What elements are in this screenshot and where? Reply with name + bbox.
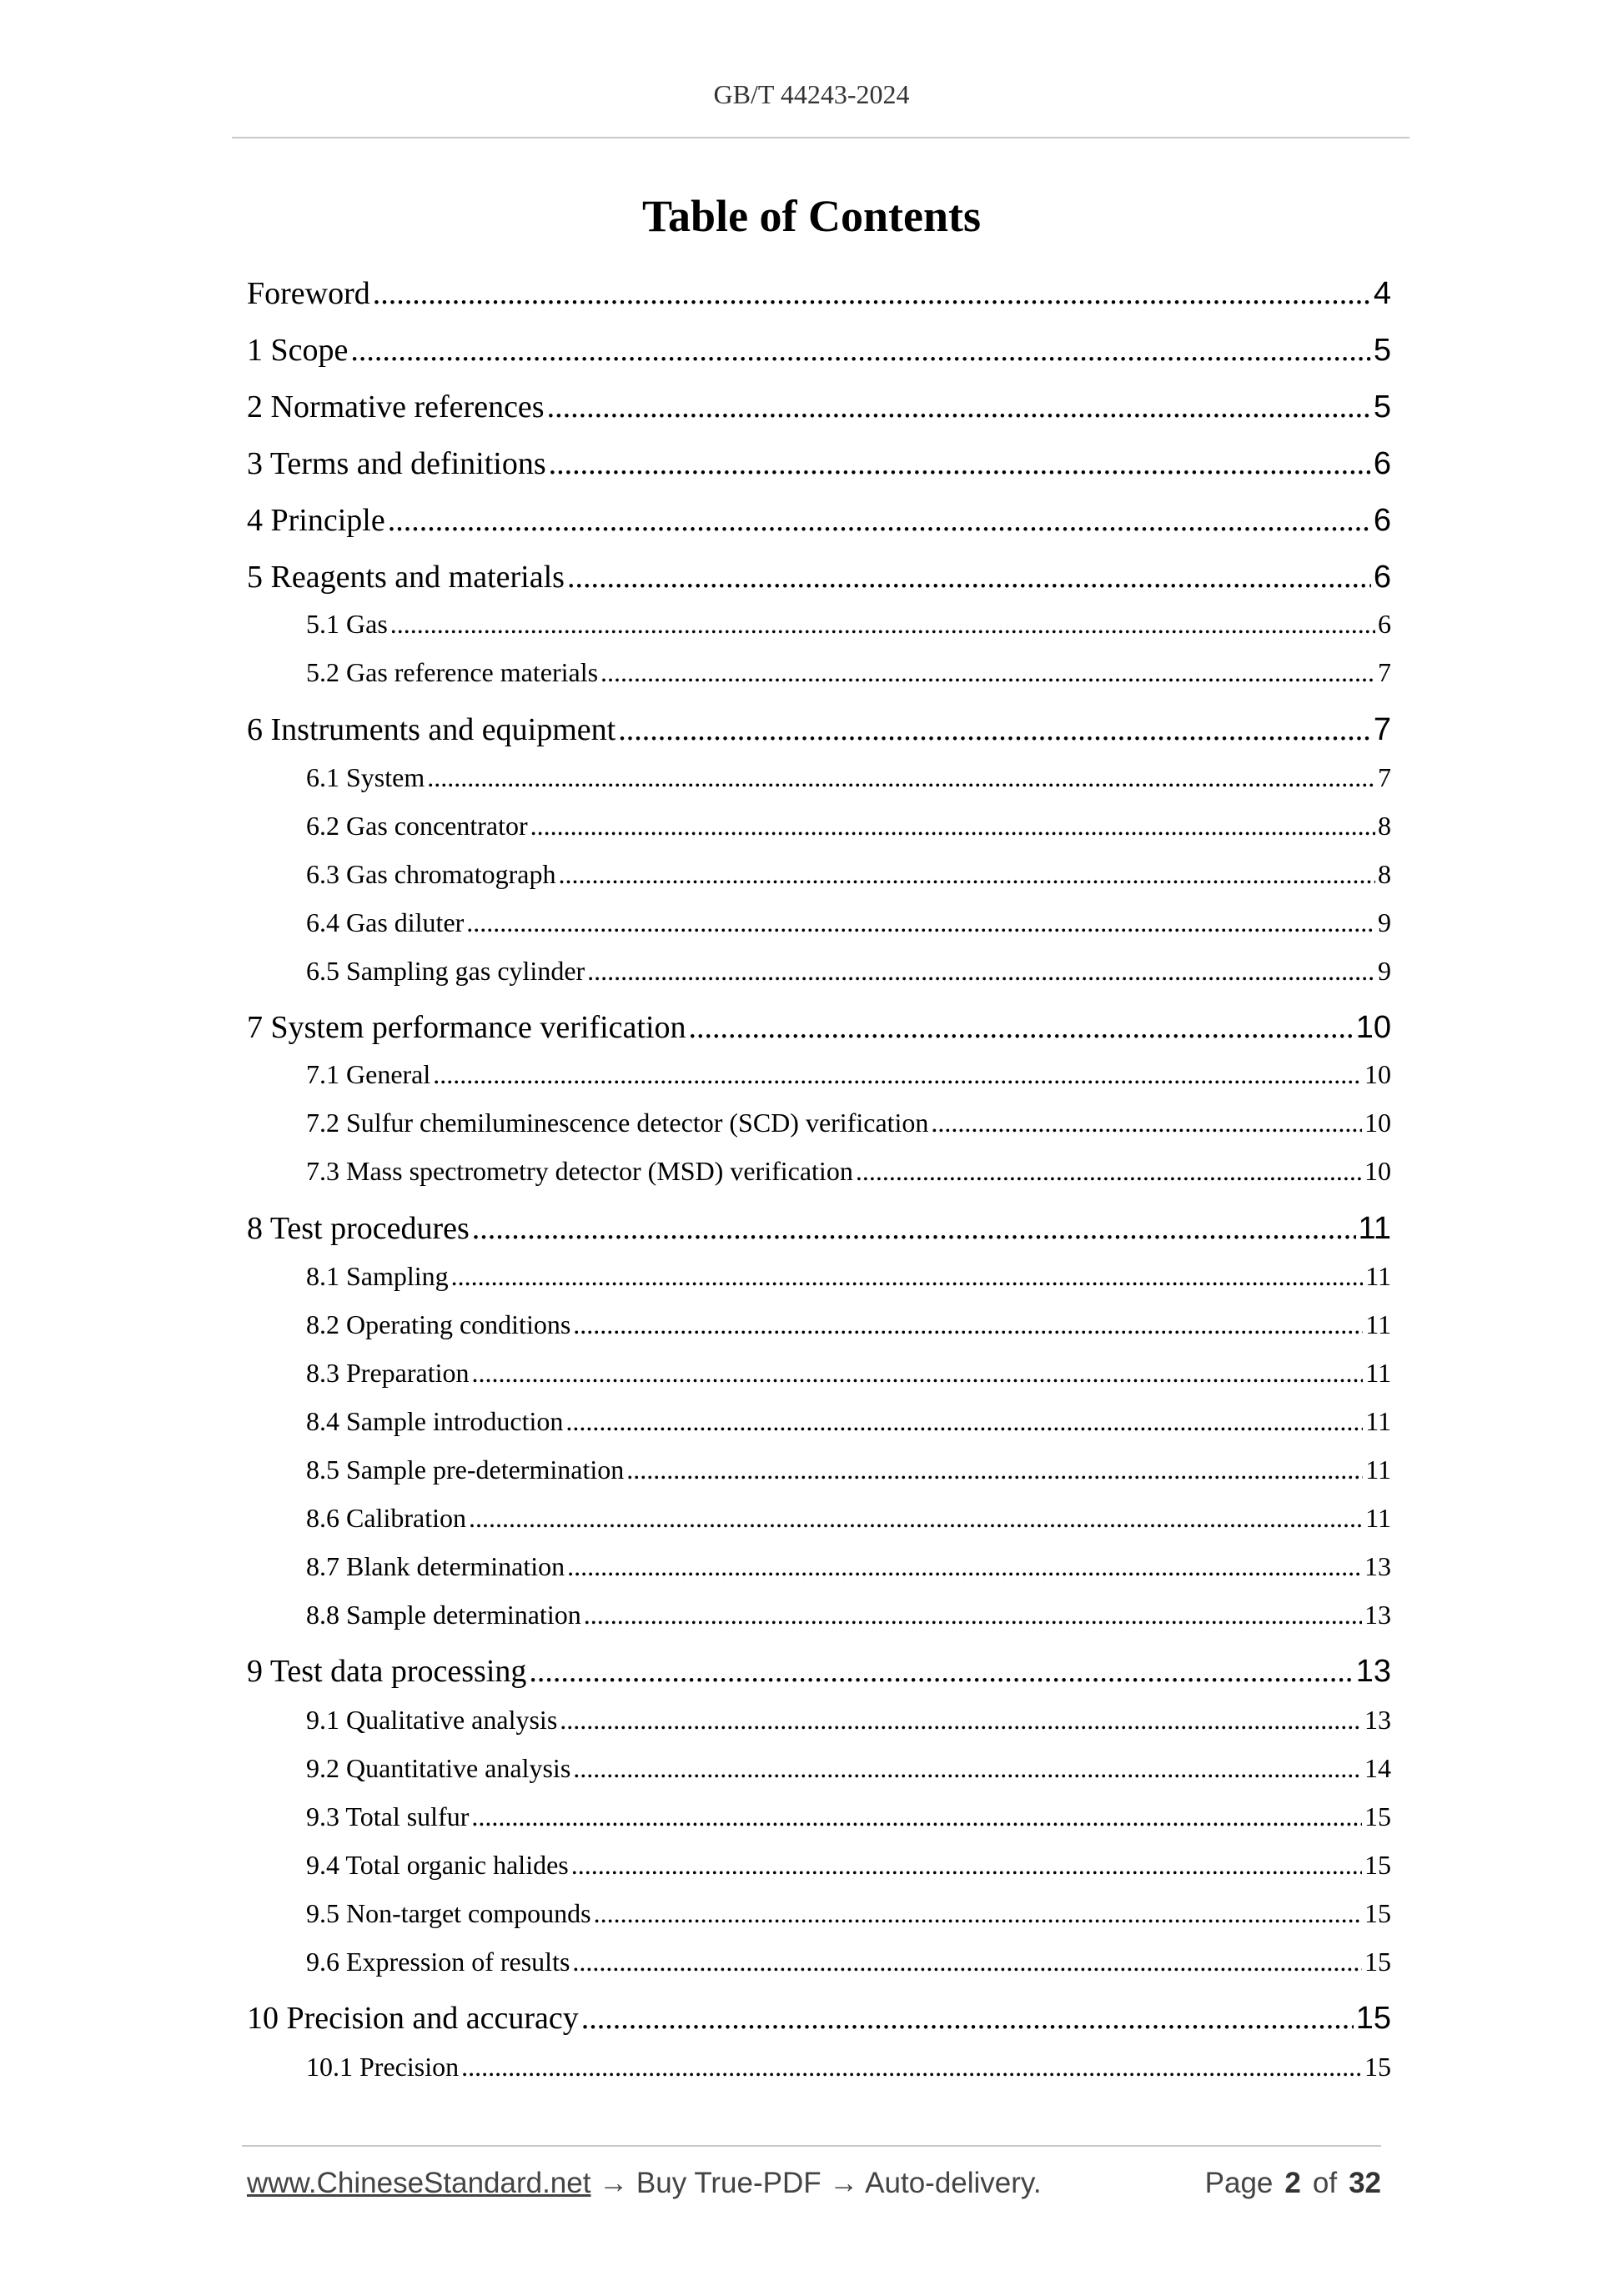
toc-entry-page: 7 xyxy=(1378,657,1391,687)
toc-subentry[interactable] xyxy=(306,657,1391,688)
dot-leader xyxy=(530,811,1375,842)
dot-leader xyxy=(373,275,1371,312)
toc-entry-label: 7.1 General xyxy=(306,1059,431,1089)
toc-subentry[interactable] xyxy=(306,811,1391,842)
toc-subentry[interactable] xyxy=(306,1108,1391,1138)
toc-entry-label: 6 Instruments and equipment xyxy=(247,712,616,747)
dot-leader xyxy=(469,1503,1363,1534)
page-word: Page xyxy=(1204,2167,1274,2199)
toc-entry-label: 10.1 Precision xyxy=(306,2052,460,2082)
dot-leader xyxy=(565,1406,1363,1437)
toc-entry-label: 8 Test procedures xyxy=(247,1211,470,1246)
toc-entry-page: 15 xyxy=(1364,1850,1391,1880)
toc-entry-label: 5 Reagents and materials xyxy=(247,560,565,595)
dot-leader xyxy=(571,1850,1362,1881)
toc-subentry[interactable] xyxy=(306,1753,1391,1784)
toc-entry-page: 15 xyxy=(1364,1898,1391,1928)
toc-entry-page: 6 xyxy=(1373,446,1391,481)
header-divider xyxy=(232,137,1409,138)
dot-leader xyxy=(573,1309,1363,1340)
footer-tagline: → Buy True-PDF → Auto-delivery. xyxy=(590,2167,1042,2199)
toc-entry-page: 6 xyxy=(1378,609,1391,639)
dot-leader xyxy=(558,859,1375,890)
toc-entry-label: 6.3 Gas chromatograph xyxy=(306,859,556,889)
toc-subentry[interactable] xyxy=(306,1358,1391,1389)
toc-entry-page: 9 xyxy=(1378,956,1391,986)
dot-leader xyxy=(572,1947,1362,1977)
toc-subentry[interactable] xyxy=(306,1059,1391,1090)
toc-subentry[interactable] xyxy=(306,1898,1391,1929)
toc-entry-label: 9.5 Non-target compounds xyxy=(306,1898,591,1928)
toc-entry-label: 6.5 Sampling gas cylinder xyxy=(306,956,585,986)
footer-divider xyxy=(242,2145,1381,2147)
toc-subentry[interactable] xyxy=(306,2052,1391,2082)
toc-entry-page: 13 xyxy=(1355,1654,1391,1689)
dot-leader xyxy=(600,657,1375,688)
toc-entry[interactable] xyxy=(247,445,1391,482)
of-word: of xyxy=(1312,2167,1338,2199)
toc-entry-page: 10 xyxy=(1364,1059,1391,1089)
toc-entry-page: 11 xyxy=(1365,1309,1391,1339)
toc-subentry[interactable] xyxy=(306,1801,1391,1832)
toc-entry-label: 7 System performance verification xyxy=(247,1010,686,1045)
toc-entry-label: 4 Principle xyxy=(247,503,385,538)
toc-entry-page: 11 xyxy=(1365,1261,1391,1291)
dot-leader xyxy=(584,1600,1362,1630)
toc-entry-page: 9 xyxy=(1378,907,1391,937)
dot-leader xyxy=(461,2052,1362,2082)
dot-leader xyxy=(547,389,1371,425)
dot-leader xyxy=(433,1059,1362,1090)
toc-subentry[interactable] xyxy=(306,1454,1391,1485)
toc-entry-page: 10 xyxy=(1364,1156,1391,1186)
dot-leader xyxy=(594,1898,1362,1929)
toc-entry-page: 15 xyxy=(1364,1801,1391,1831)
toc-subentry[interactable] xyxy=(306,1850,1391,1881)
toc-entry[interactable] xyxy=(247,332,1391,369)
toc-entry[interactable] xyxy=(247,389,1391,425)
toc-entry-label: 1 Scope xyxy=(247,333,349,368)
toc-subentry[interactable] xyxy=(306,1406,1391,1437)
toc-subentry[interactable] xyxy=(306,762,1391,793)
toc-entry-label: 9.3 Total sulfur xyxy=(306,1801,470,1831)
toc-entry[interactable] xyxy=(247,1653,1391,1690)
toc-subentry[interactable] xyxy=(306,1309,1391,1340)
toc-entry-page: 7 xyxy=(1373,712,1391,747)
toc-entry[interactable] xyxy=(247,1210,1391,1247)
toc-entry-page: 6 xyxy=(1373,503,1391,538)
toc-entry-page: 11 xyxy=(1365,1358,1391,1388)
toc-entry-label: 6.2 Gas concentrator xyxy=(306,811,528,841)
toc-entry-page: 8 xyxy=(1378,811,1391,841)
dot-leader xyxy=(471,1801,1362,1832)
dot-leader xyxy=(573,1753,1362,1784)
toc-entry-label: 5.2 Gas reference materials xyxy=(306,657,599,687)
toc-entry-label: 9.2 Quantitative analysis xyxy=(306,1753,571,1783)
toc-entry-label: 10 Precision and accuracy xyxy=(247,2001,579,2036)
toc-entry-label: 8.2 Operating conditions xyxy=(306,1309,571,1339)
dot-leader xyxy=(560,1705,1362,1736)
toc-entry-label: 8.8 Sample determination xyxy=(306,1600,581,1630)
toc-entry-page: 13 xyxy=(1364,1600,1391,1630)
toc-entry-label: 7.2 Sulfur chemiluminescence detector (SCD) verification xyxy=(306,1108,929,1138)
toc-entry-label: 9.4 Total organic halides xyxy=(306,1850,569,1880)
footer-promo xyxy=(247,2167,1042,2200)
dot-leader xyxy=(350,332,1370,369)
toc-entry-label: 8.3 Preparation xyxy=(306,1358,470,1388)
site-link[interactable]: www.ChineseStandard.net xyxy=(247,2167,591,2199)
toc-subentry[interactable] xyxy=(306,1551,1391,1582)
toc-entry-label: 7.3 Mass spectrometry detector (MSD) verification xyxy=(306,1156,853,1186)
toc-subentry[interactable] xyxy=(306,859,1391,890)
toc-entry-label: Foreword xyxy=(247,276,370,311)
toc-entry[interactable] xyxy=(247,711,1391,748)
toc-entry-page: 4 xyxy=(1373,276,1391,311)
toc-entry-label: 6.4 Gas diluter xyxy=(306,907,465,937)
toc-subentry[interactable] xyxy=(306,1947,1391,1977)
toc-entry-label: 8.5 Sample pre-determination xyxy=(306,1454,625,1485)
toc-entry-label: 8.1 Sampling xyxy=(306,1261,449,1291)
toc-entry-label: 9.6 Expression of results xyxy=(306,1947,570,1977)
toc-entry-label: 2 Normative references xyxy=(247,389,545,425)
toc-entry[interactable] xyxy=(247,2000,1391,2037)
toc-subentry[interactable] xyxy=(306,1705,1391,1736)
toc-entry-page: 15 xyxy=(1355,2001,1391,2036)
toc-entry-page: 8 xyxy=(1378,859,1391,889)
dot-leader xyxy=(587,956,1375,987)
dot-leader xyxy=(388,502,1371,539)
toc-entry-label: 9.1 Qualitative analysis xyxy=(306,1705,558,1735)
toc-entry-label: 6.1 System xyxy=(306,762,425,792)
dot-leader xyxy=(581,2000,1354,2037)
toc-entry[interactable] xyxy=(247,502,1391,539)
page-indicator xyxy=(1205,2167,1381,2200)
dot-leader xyxy=(689,1009,1354,1046)
toc-entry-page: 10 xyxy=(1355,1010,1391,1045)
toc-entry-page: 7 xyxy=(1378,762,1391,792)
toc-entry-page: 11 xyxy=(1358,1211,1391,1246)
toc-entry-page: 13 xyxy=(1364,1551,1391,1581)
toc-entry-label: 8.6 Calibration xyxy=(306,1503,466,1533)
dot-leader xyxy=(427,762,1375,793)
dot-leader xyxy=(390,609,1375,640)
toc-entry[interactable] xyxy=(247,275,1391,312)
toc-entry-page: 11 xyxy=(1365,1503,1391,1533)
dot-leader xyxy=(567,559,1371,595)
dot-leader xyxy=(567,1551,1362,1582)
dot-leader xyxy=(549,445,1371,482)
toc-entry-page: 11 xyxy=(1365,1406,1391,1436)
toc-subentry[interactable] xyxy=(306,907,1391,938)
toc-subentry[interactable] xyxy=(306,956,1391,987)
toc-subentry[interactable] xyxy=(306,1503,1391,1534)
toc-entry-page: 13 xyxy=(1364,1705,1391,1735)
header-standard-number: GB/T 44243-2024 xyxy=(713,79,910,109)
page-title: Table of Contents xyxy=(641,191,982,241)
toc-entry-page: 5 xyxy=(1373,389,1391,425)
total-pages-number: 32 xyxy=(1349,2167,1381,2199)
toc-entry-page: 5 xyxy=(1373,333,1391,368)
toc-entry-page: 15 xyxy=(1364,1947,1391,1977)
toc-subentry[interactable] xyxy=(306,1600,1391,1630)
dot-leader xyxy=(529,1653,1353,1690)
dot-leader xyxy=(626,1454,1363,1485)
current-page-number: 2 xyxy=(1284,2167,1301,2199)
dot-leader xyxy=(472,1358,1364,1389)
toc-entry-page: 11 xyxy=(1365,1454,1391,1485)
toc-entry-label: 8.4 Sample introduction xyxy=(306,1406,564,1436)
dot-leader xyxy=(466,907,1375,938)
toc-subentry[interactable] xyxy=(306,609,1391,640)
toc-entry-label: 8.7 Blank determination xyxy=(306,1551,565,1581)
dot-leader xyxy=(856,1156,1362,1187)
toc-entry-label: 3 Terms and definitions xyxy=(247,446,546,481)
toc-subentry[interactable] xyxy=(306,1156,1391,1187)
page-footer xyxy=(247,2167,1381,2208)
toc-entry-label: 5.1 Gas xyxy=(306,609,388,639)
dot-leader xyxy=(618,711,1371,748)
dot-leader xyxy=(451,1261,1364,1292)
toc-subentry[interactable] xyxy=(306,1261,1391,1292)
toc-entry-page: 6 xyxy=(1373,560,1391,595)
toc-entry-page: 14 xyxy=(1364,1753,1391,1783)
dot-leader xyxy=(931,1108,1362,1138)
toc-entry-page: 10 xyxy=(1364,1108,1391,1138)
dot-leader xyxy=(472,1210,1356,1247)
toc-entry-label: 9 Test data processing xyxy=(247,1654,527,1689)
toc-entry[interactable] xyxy=(247,559,1391,595)
toc-entry[interactable] xyxy=(247,1009,1391,1046)
toc-entry-page: 15 xyxy=(1364,2052,1391,2082)
